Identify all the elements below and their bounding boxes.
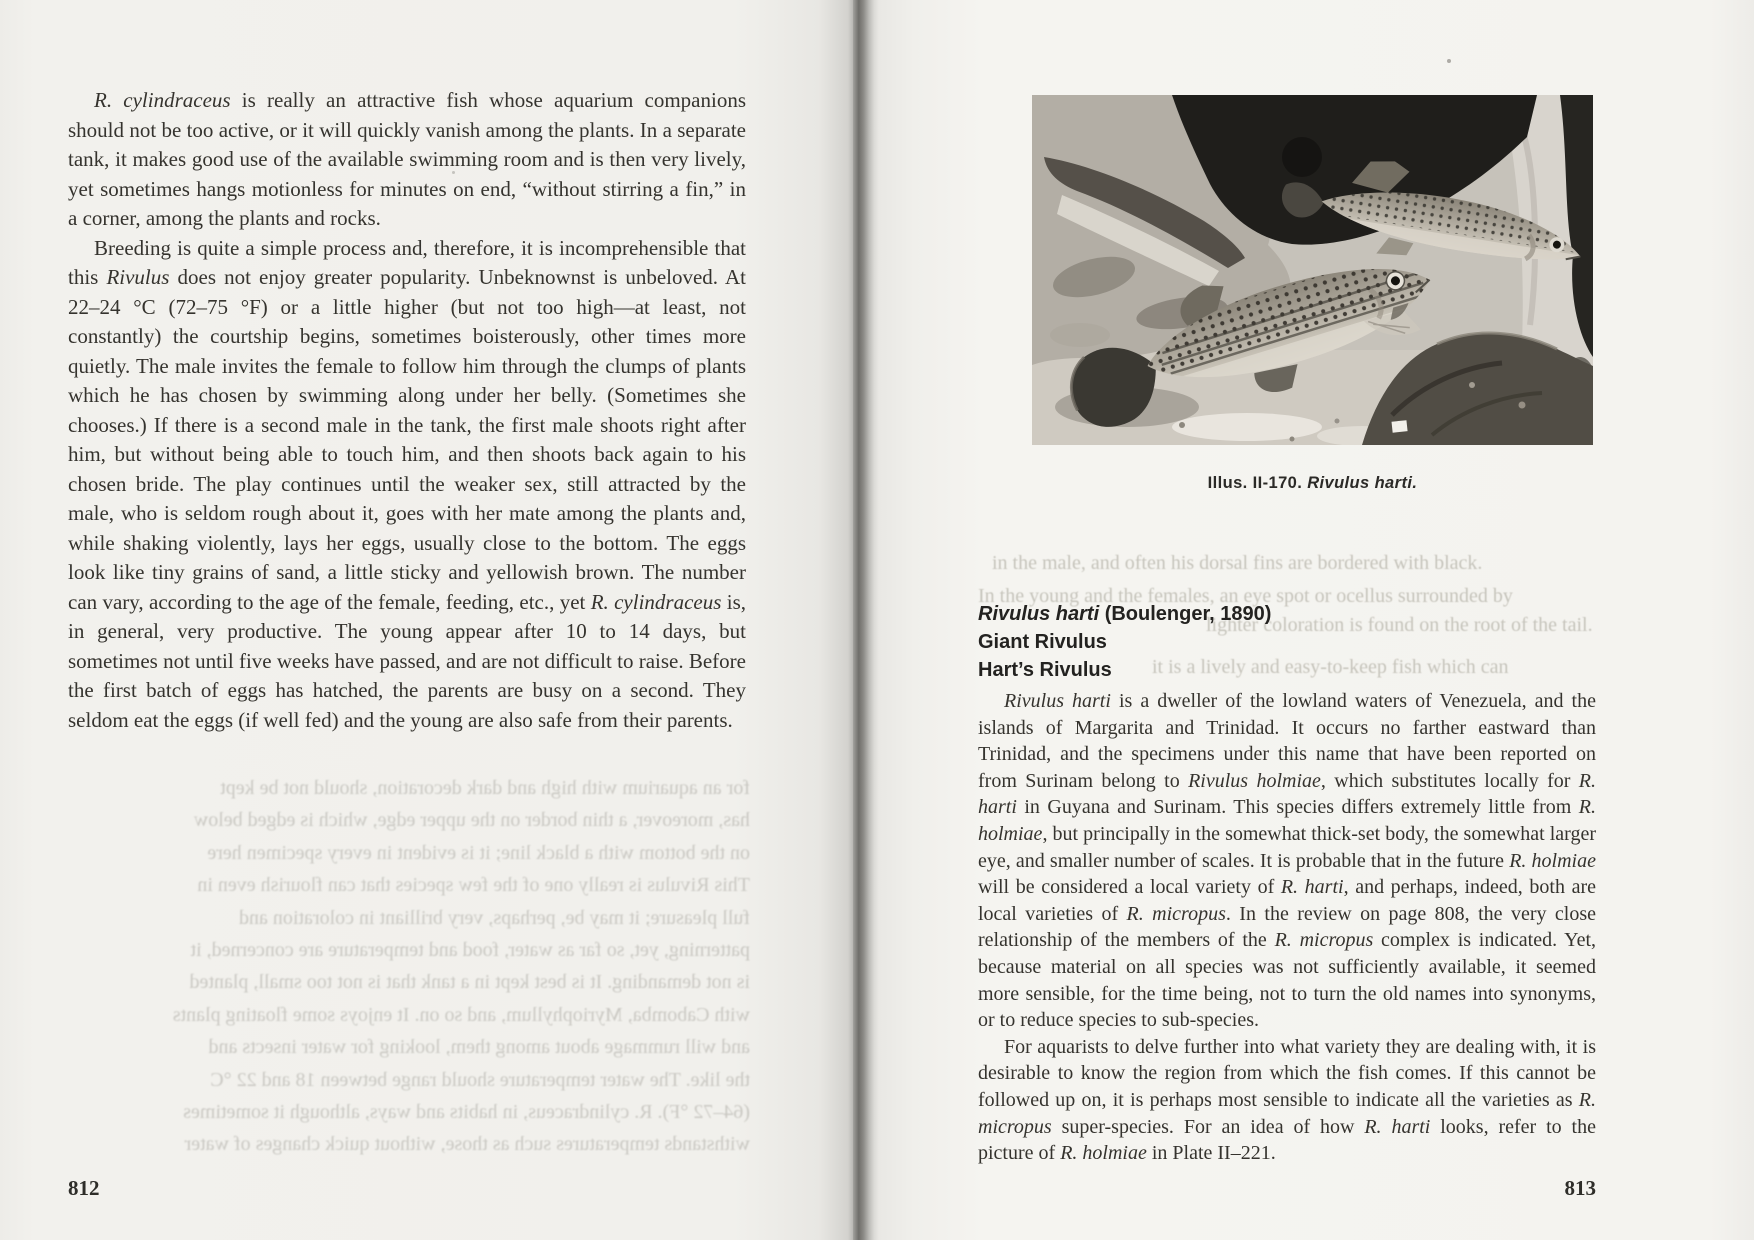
- show-through-line: with Cabomba, Myriophyllum, and so on. It enjoys some floating plants: [172, 1003, 750, 1026]
- show-through-text-left: [58, 772, 750, 1161]
- show-through-line: for an aquarium with high and dark decoration, should not be kept: [220, 777, 750, 799]
- show-through-line: withstands temperatures such as those, without quick changes of water: [184, 1133, 750, 1156]
- paper-speck: [1447, 59, 1451, 63]
- show-through-line: has, moreover, a thin border on the upper edge, which is edged below: [193, 809, 750, 832]
- species-photo: [1032, 95, 1593, 445]
- species-heading: [978, 600, 1596, 684]
- show-through-line: on the bottom with a black line; it is evident in every specimen here: [207, 841, 750, 864]
- show-through-line: it is a lively and easy-to-keep fish which can: [1152, 656, 1509, 678]
- left-page: [0, 0, 853, 1240]
- page-number-left: 812: [68, 1176, 100, 1200]
- show-through-line: lighter coloration is found on the root of the tail.: [1206, 614, 1593, 636]
- show-through-line: is not demanding. It is best kept in a tank that is not too small, planted: [189, 971, 750, 994]
- book-gutter: [853, 0, 879, 1240]
- species-common-name: Giant Rivulus: [978, 631, 1107, 653]
- body-paragraph: For aquarists to delve further into what variety they are dealing with, it is desirable to know the region from which the fish comes. If this cannot be followed up on, it is perhaps most sensible to indicate all the varieties as R. micropus super-species. For an idea of how R. harti looks, refer to the picture of R. holmiae in Plate II–221.: [978, 1035, 1596, 1165]
- show-through-line: patterning, yet, so far as water, food and temperature are concerned, it: [190, 939, 750, 962]
- show-through-line: and will rummage about among them, looking for water insects and: [208, 1036, 750, 1059]
- show-through-line: (64–72 °F). R. cylindraceus, in habits and ways, although it sometimes: [183, 1101, 750, 1124]
- right-text-column: [978, 688, 1596, 1167]
- species-photo-illustration: [1032, 95, 1593, 445]
- show-through-line: the like. The water temperature should range between 18 and 22 °C: [210, 1068, 750, 1091]
- show-through-line: in the male, and often his dorsal fins are bordered with black.: [992, 552, 1483, 574]
- show-through-line: This Rivulus is really one of the few species that can flourish even in: [197, 874, 750, 897]
- species-scientific-name: Rivulus harti (Boulenger, 1890): [978, 603, 1272, 625]
- paper-speck: [452, 171, 455, 174]
- species-common-names: [978, 628, 1596, 684]
- species-common-name: Hart’s Rivulus: [978, 659, 1112, 681]
- page-number-right: 813: [1564, 1176, 1596, 1200]
- show-through-line: In the young and the females, an eye spot or ocellus surrounded by: [978, 585, 1513, 607]
- body-paragraph: R. cylindraceus is really an attractive fish whose aquarium companions should not be too active, or it will quickly vanish among the plants. In a separate tank, it makes good use of the available swimming room and is then very lively, yet sometimes hangs motionless for minutes on end, “without stirring a fin,” in a corner, among the plants and rocks.: [68, 88, 746, 230]
- left-text-column: [68, 86, 746, 735]
- show-through-line: full pleasure; it may be, perhaps, very brilliant in coloration and: [239, 906, 750, 929]
- photo-caption: Illus. II-170. Rivulus harti.: [1207, 474, 1418, 492]
- body-paragraph: Breeding is quite a simple process and, therefore, it is incomprehensible that this Rivulus does not enjoy greater popularity. Unbeknownst is unbeloved. At 22–24 °C (72–75 °F) or a little higher (but not too high—at least, not constantly) the courtship begins, sometimes boisterously, other times more quietly. The male invites the female to follow him through the clumps of plants which he has chosen by swimming along under her belly. (Sometimes she chooses.) If there is a second male in the tank, the first male shoots right after him, but without being able to touch him, and then shoots back again to his chosen bride. The play continues until the weaker sex, still attracted by the male, who is seldom rough about it, goes with her mate among the plants and, while shaking violently, lays her eggs, usually close to the bottom. The eggs look like tiny grains of sand, a little sticky and yellowish brown. The number can vary, according to the age of the female, feeding, etc., yet R. cylindraceus is, in general, very productive. The young appear after 10 to 14 days, but sometimes not until five weeks have passed, and are not difficult to raise. Before the first batch of eggs has hatched, the parents are busy on a second. They seldom eat the eggs (if well fed) and the young are also safe from their parents.: [68, 235, 747, 732]
- body-paragraph: Rivulus harti is a dweller of the lowland waters of Venezuela, and the islands of Margarita and Trinidad. It occurs no farther eastward than Trinidad, and the specimens under this name that have been reported on from Surinam belong to Rivulus holmiae, which substitutes locally for R. harti in Guyana and Surinam. This species differs extremely little from R. holmiae, but principally in the somewhat thick-set body, the somewhat larger eye, and smaller number of scales. It is probable that in the future R. holmiae will be considered a local variety of R. harti, and perhaps, indeed, both are local varieties of R. micropus. In the review on page 808, the very close relationship of the members of the R. micropus complex is indicated. Yet, because material on all species was not sufficiently available, it seemed more sensible, for the time being, not to turn the old names into synonyms, or to reduce species to sub-species.: [978, 690, 1597, 1032]
